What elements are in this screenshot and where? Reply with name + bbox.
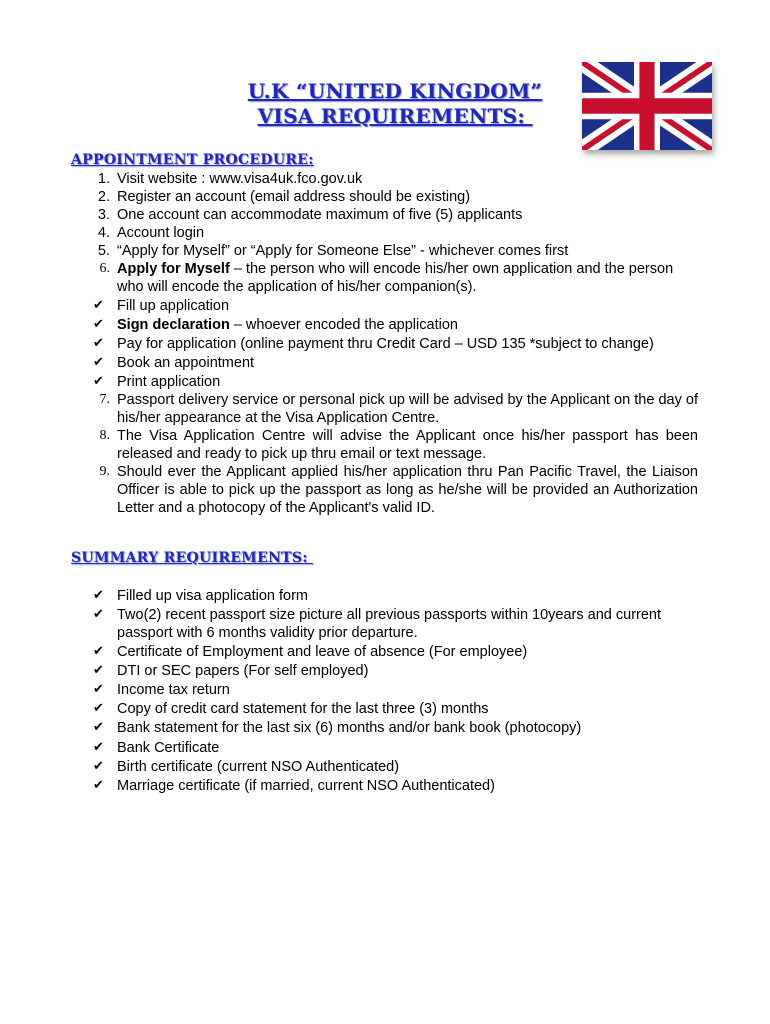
checkmark-icon: ✔ — [93, 740, 104, 755]
list-number: 4. — [97, 225, 110, 241]
list-item-text: Passport delivery service or personal pick up will be advised by the Applicant on the day of his/her appearance at the Visa Application Centre. — [117, 392, 698, 426]
list-number: 3. — [97, 207, 110, 223]
checkmark-icon: ✔ — [93, 701, 104, 716]
list-item-text: Sign declaration – whoever encoded the application — [117, 317, 458, 333]
list-item-text: Visit website : www.visa4uk.fco.gov.uk — [117, 171, 363, 187]
checkmark-icon: ✔ — [93, 374, 104, 389]
list-item-text: Income tax return — [117, 682, 230, 698]
title-line-1: U.K “UNITED KINGDOM” — [247, 79, 543, 103]
list-item-text: Filled up visa application form — [117, 588, 309, 604]
checkmark-icon: ✔ — [93, 336, 104, 351]
list-item-text: Two(2) recent passport size picture all previous passports within 10years and current passport with 6 months validity prior departure. — [117, 607, 662, 641]
checkmark-icon: ✔ — [93, 317, 104, 332]
list-item-text: Pay for application (online payment thru Credit Card – USD 135 *subject to change) — [117, 336, 654, 352]
checkmark-icon: ✔ — [93, 355, 104, 370]
checkmark-icon: ✔ — [93, 644, 104, 659]
list-item-text: Fill up application — [117, 298, 230, 314]
list-number: 7. — [99, 392, 110, 407]
list-item-text: Certificate of Employment and leave of absence (For employee) — [117, 644, 528, 660]
checkmark-icon: ✔ — [93, 298, 104, 313]
uk-flag-icon — [582, 62, 712, 150]
list-item-text: Should ever the Applicant applied his/her application thru Pan Pacific Travel, the Liaison Officer is able to pick up the passport as long as he/she will be provided an Authorization Letter and a photocopy of the Applicant's valid ID. — [117, 464, 698, 516]
list-item-text: Bank Certificate — [117, 740, 220, 756]
list-item-text: The Visa Application Centre will advise the Applicant once his/her passport has been released and ready to pick up thru email or text message. — [117, 428, 698, 462]
list-item-text: Print application — [117, 374, 221, 390]
checkmark-icon: ✔ — [93, 682, 104, 697]
title-line-2: VISA REQUIREMENTS: — [257, 104, 533, 128]
emphasis-text: Sign declaration — [117, 317, 230, 333]
list-item-text: Apply for Myself – the person who will encode his/her own application and the person who will encode the application of his/her companion(s). — [117, 261, 674, 295]
checkmark-icon: ✔ — [93, 720, 104, 735]
checkmark-icon: ✔ — [93, 607, 104, 622]
summary-requirements-heading: SUMMARY REQUIREMENTS: — [71, 550, 313, 566]
list-item-text: Register an account (email address should be existing) — [117, 189, 471, 205]
list-number: 6. — [99, 261, 110, 276]
list-item-text: Copy of credit card statement for the last three (3) months — [117, 701, 489, 717]
list-item-text: Bank statement for the last six (6) months and/or bank book (photocopy) — [117, 720, 582, 736]
appointment-procedure-heading: APPOINTMENT PROCEDURE: — [71, 152, 314, 168]
list-number: 5. — [97, 243, 110, 259]
list-number: 8. — [99, 428, 110, 443]
emphasis-text: Apply for Myself — [117, 261, 230, 277]
list-number: 1. — [97, 171, 110, 187]
list-item-text: One account can accommodate maximum of five (5) applicants — [117, 207, 523, 223]
list-item-text: Book an appointment — [117, 355, 255, 371]
list-item-text: “Apply for Myself” or “Apply for Someone Else” - whichever comes first — [117, 243, 569, 259]
checkmark-icon: ✔ — [93, 759, 104, 774]
list-item-text: Marriage certificate (if married, current NSO Authenticated) — [117, 778, 495, 794]
list-item-text: Birth certificate (current NSO Authenticated) — [117, 759, 400, 775]
list-number: 9. — [99, 464, 110, 479]
list-number: 2. — [97, 189, 110, 205]
checkmark-icon: ✔ — [93, 663, 104, 678]
checkmark-icon: ✔ — [93, 588, 104, 603]
checkmark-icon: ✔ — [93, 778, 104, 793]
list-item-text: DTI or SEC papers (For self employed) — [117, 663, 369, 679]
list-item-text: Account login — [117, 225, 205, 241]
